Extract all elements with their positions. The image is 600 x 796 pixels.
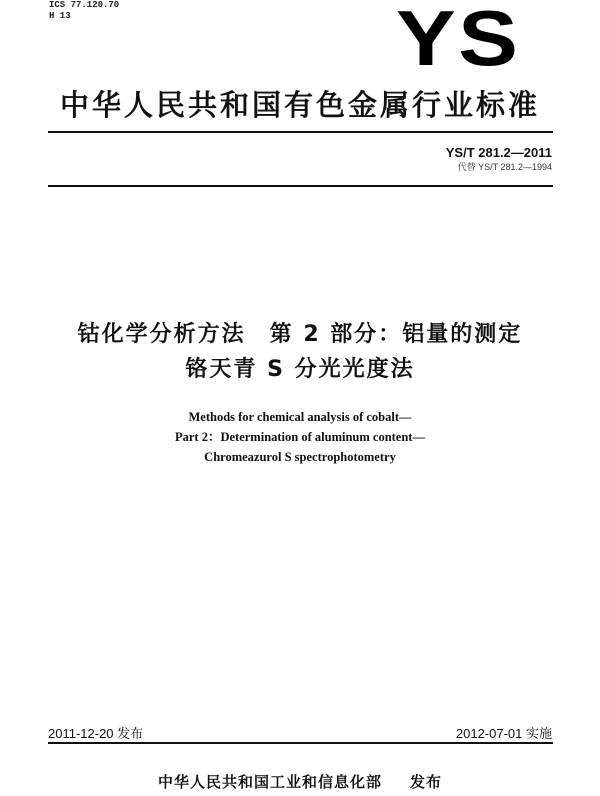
english-title-line-3: Chromeazurol S spectrophotometry	[204, 450, 396, 464]
issuer-name: 中华人民共和国工业和信息化部	[157, 773, 382, 791]
effective-date: 2012-07-01 实施	[455, 726, 552, 741]
classification-codes	[49, 0, 119, 22]
ics-code: ICS 77.120.70	[49, 0, 120, 10]
ys-logo: YS	[396, 0, 521, 82]
standard-number: YS/T 281.2—2011	[445, 145, 552, 160]
replaces-number: 代替 YS/T 281.2—1994	[457, 162, 552, 172]
bottom-divider	[48, 742, 553, 744]
standard-number-block	[446, 145, 552, 173]
chinese-title-line-2: 铬天青 S 分光光度法	[185, 357, 415, 382]
issue-date: 2011-12-20 发布	[48, 726, 144, 741]
chinese-title-line-1: 钴化学分析方法 第 2 部分：铝量的测定	[77, 322, 523, 347]
second-divider	[48, 185, 553, 187]
class-code: H 13	[49, 11, 71, 21]
issuer-action: 发布	[410, 773, 443, 791]
english-title-line-1: Methods for chemical analysis of cobalt—	[188, 410, 412, 424]
top-divider	[48, 131, 553, 133]
standard-category-title: 中华人民共和国有色金属行业标准	[59, 88, 540, 122]
english-title-line-2: Part 2：Determination of aluminum content—	[175, 430, 425, 444]
issuer-line	[0, 771, 600, 792]
